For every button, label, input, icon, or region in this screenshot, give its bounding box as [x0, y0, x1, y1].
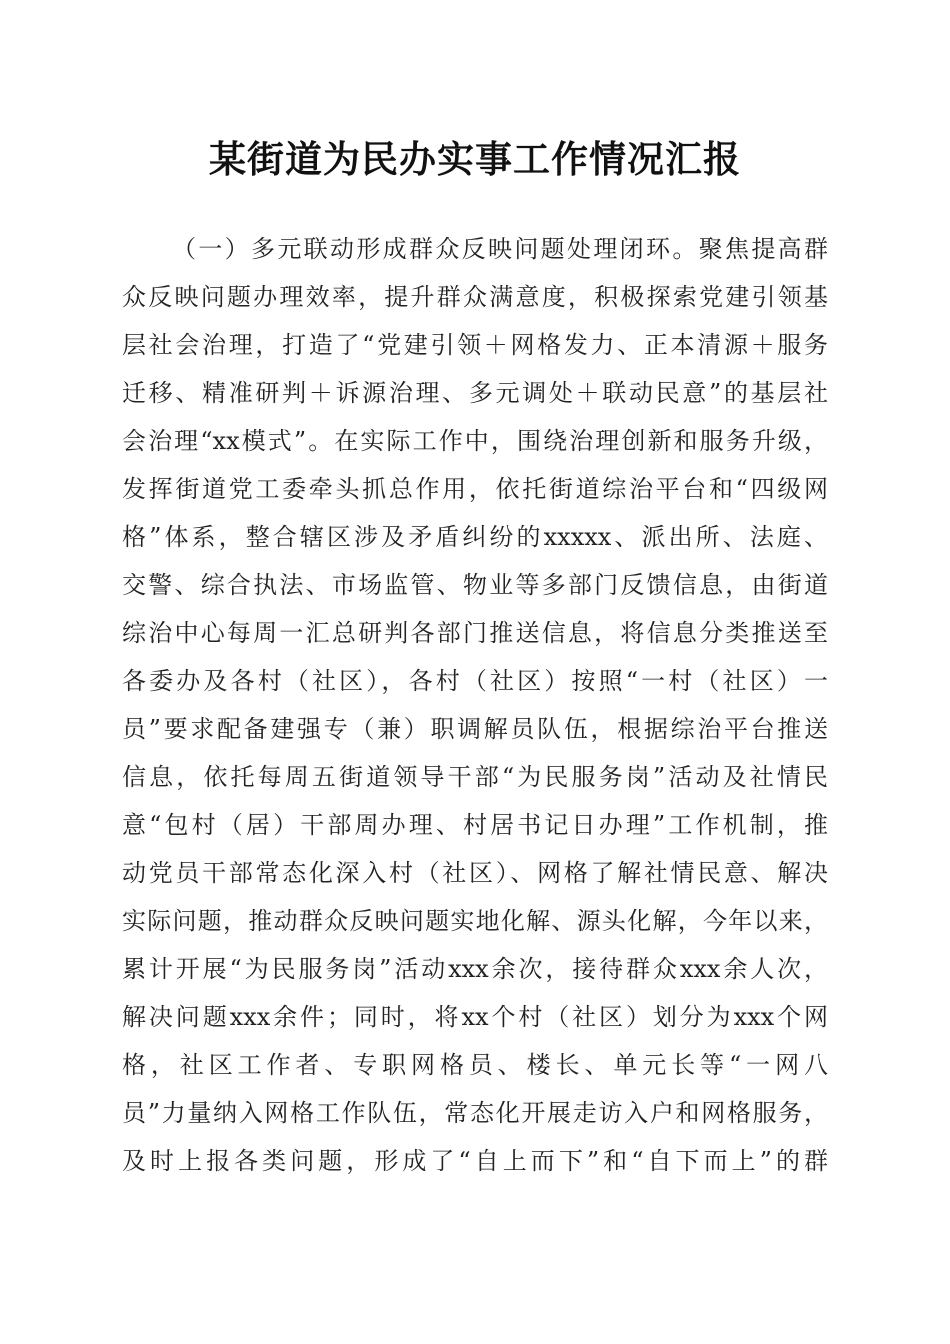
paragraph-line: 员”要求配备建强专（兼）职调解员队伍，根据综治平台推送 [122, 715, 828, 743]
paragraph-line: 解决问题xxx余件；同时，将xx个村（社区）划分为xxx个网 [122, 1003, 828, 1031]
paragraph-line: 众反映问题办理效率，提升群众满意度，积极探索党建引领基 [122, 283, 828, 311]
paragraph-line: 员”力量纳入网格工作队伍，常态化开展走访入户和网格服务， [122, 1099, 828, 1127]
paragraph-line: 信息，依托每周五街道领导干部“为民服务岗”活动及社情民 [122, 763, 828, 791]
paragraph-line: 综治中心每周一汇总研判各部门推送信息，将信息分类推送至 [122, 619, 828, 647]
paragraph-line: 格，社区工作者、专职网格员、楼长、单元长等“一网八 [122, 1051, 828, 1079]
paragraph-line: 各委办及各村（社区），各村（社区）按照“一村（社区）一 [122, 667, 828, 695]
paragraph-line: 及时上报各类问题，形成了“自上而下”和“自下而上”的群 [122, 1147, 828, 1175]
paragraph-line: 意“包村（居）干部周办理、村居书记日办理”工作机制，推 [122, 811, 828, 839]
paragraph-line: 会治理“xx模式”。在实际工作中，围绕治理创新和服务升级， [122, 427, 828, 455]
paragraph-line: 累计开展“为民服务岗”活动xxx余次，接待群众xxx余人次， [122, 955, 828, 983]
paragraph-line: 实际问题，推动群众反映问题实地化解、源头化解，今年以来， [122, 907, 828, 935]
paragraph-line: 格”体系，整合辖区涉及矛盾纠纷的xxxxx、派出所、法庭、 [122, 523, 828, 551]
paragraph-line: 动党员干部常态化深入村（社区）、网格了解社情民意、解决 [122, 859, 828, 887]
paragraph-line: 发挥街道党工委牵头抓总作用，依托街道综治平台和“四级网 [122, 475, 828, 503]
paragraph-line: 迁移、精准研判＋诉源治理、多元调处＋联动民意”的基层社 [122, 379, 828, 407]
paragraph-line: （一）多元联动形成群众反映问题处理闭环。聚焦提高群 [172, 235, 828, 263]
document-title: 某街道为民办实事工作情况汇报 [209, 137, 741, 181]
paragraph-line: 交警、综合执法、市场监管、物业等多部门反馈信息，由街道 [122, 571, 828, 599]
paragraph-line: 层社会治理，打造了“党建引领＋网格发力、正本清源＋服务 [122, 331, 828, 359]
